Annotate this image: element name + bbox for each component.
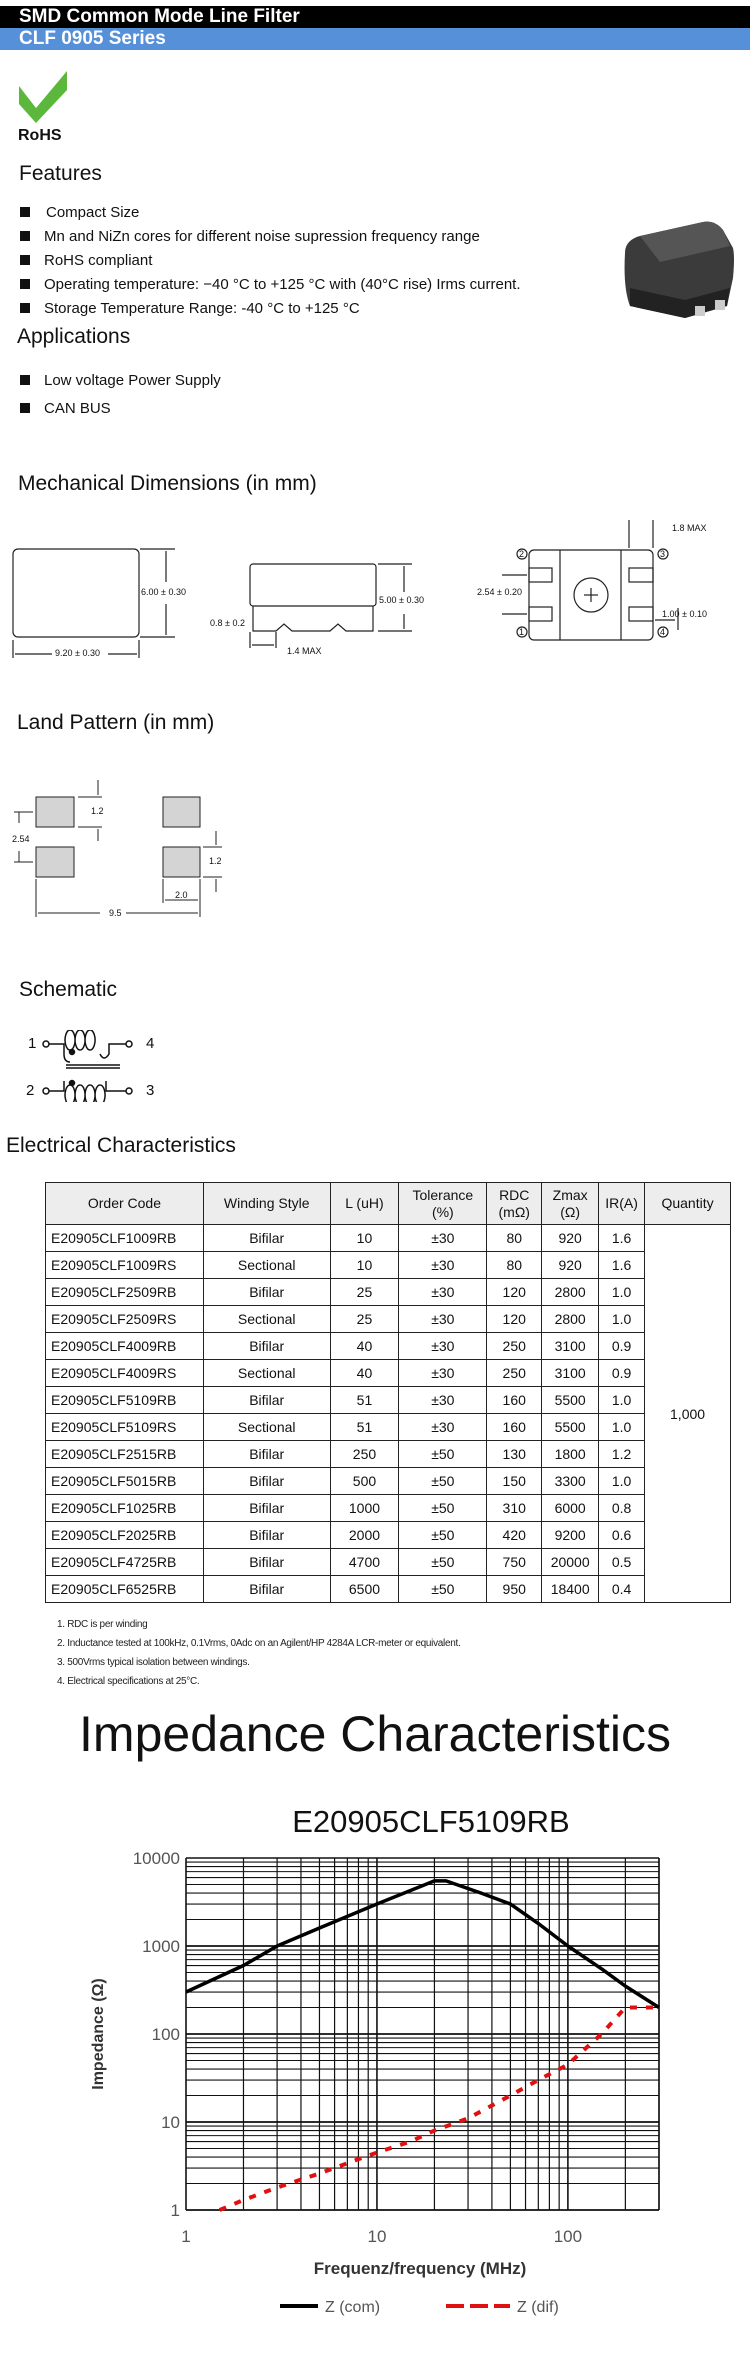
table-cell: ±30 bbox=[399, 1387, 487, 1414]
table-cell: 20000 bbox=[542, 1549, 599, 1576]
y-tick-label: 1 bbox=[170, 2201, 180, 2220]
table-cell: ±50 bbox=[399, 1576, 487, 1603]
table-cell: E20905CLF5109RS bbox=[46, 1414, 204, 1441]
table-row bbox=[46, 1576, 731, 1603]
pin-4: 4 bbox=[146, 1035, 155, 1052]
series-z-com bbox=[186, 1881, 659, 2008]
table-cell: E20905CLF4009RB bbox=[46, 1333, 204, 1360]
quantity-cell: 1,000 bbox=[645, 1225, 731, 1603]
pin-2: 2 bbox=[26, 1082, 35, 1099]
table-cell: E20905CLF2509RS bbox=[46, 1306, 204, 1333]
table-cell: 80 bbox=[487, 1225, 542, 1252]
table-cell: 1800 bbox=[542, 1441, 599, 1468]
table-cell: 18400 bbox=[542, 1576, 599, 1603]
table-cell: 6500 bbox=[330, 1576, 399, 1603]
applications-heading: Applications bbox=[17, 325, 131, 348]
note: 2. Inductance tested at 100kHz, 0.1Vrms, 0Adc on an Agilent/HP 4284A LCR-meter or equivalent. bbox=[57, 1638, 461, 1649]
table-cell: 310 bbox=[487, 1495, 542, 1522]
schematic-heading: Schematic bbox=[19, 978, 118, 1001]
table-cell: 160 bbox=[487, 1414, 542, 1441]
table-cell: ±30 bbox=[399, 1225, 487, 1252]
bullet-icon bbox=[20, 279, 30, 289]
table-cell: 5500 bbox=[542, 1414, 599, 1441]
land-dim: 1.2 bbox=[91, 806, 104, 816]
table-cell: ±30 bbox=[399, 1333, 487, 1360]
table-cell: Bifilar bbox=[203, 1387, 330, 1414]
chart-title: E20905CLF5109RB bbox=[292, 1804, 570, 1839]
table-cell: E20905CLF4725RB bbox=[46, 1549, 204, 1576]
table-cell: 250 bbox=[487, 1333, 542, 1360]
table-cell: 40 bbox=[330, 1333, 399, 1360]
legend-label-com: Z (com) bbox=[325, 2299, 381, 2316]
table-row bbox=[46, 1522, 731, 1549]
y-tick-label: 100 bbox=[151, 2025, 180, 2044]
table-cell: 1000 bbox=[330, 1495, 399, 1522]
bullet-icon bbox=[20, 403, 30, 413]
table-cell: 5500 bbox=[542, 1387, 599, 1414]
electrical-table bbox=[45, 1182, 731, 1603]
col-header: IR(A) bbox=[599, 1183, 645, 1225]
table-cell: 25 bbox=[330, 1306, 399, 1333]
table-cell: 1.0 bbox=[599, 1279, 645, 1306]
x-axis-label: Frequenz/frequency (MHz) bbox=[313, 2259, 527, 2278]
table-header bbox=[46, 1183, 731, 1225]
schematic-drawing bbox=[40, 1030, 160, 1102]
table-cell: 0.4 bbox=[599, 1576, 645, 1603]
dim-width: 9.20 ± 0.30 bbox=[55, 648, 100, 658]
table-row bbox=[46, 1495, 731, 1522]
table-cell: Sectional bbox=[203, 1360, 330, 1387]
rohs-check-icon bbox=[18, 68, 70, 124]
list-item bbox=[20, 394, 221, 422]
table-row bbox=[46, 1549, 731, 1576]
col-header: Winding Style bbox=[203, 1183, 330, 1225]
table-row bbox=[46, 1441, 731, 1468]
x-tick-label: 10 bbox=[367, 2227, 387, 2246]
table-row bbox=[46, 1387, 731, 1414]
table-cell: 2800 bbox=[542, 1306, 599, 1333]
table-row bbox=[46, 1360, 731, 1387]
notes bbox=[57, 1619, 460, 1695]
table-cell: E20905CLF1009RS bbox=[46, 1252, 204, 1279]
table-cell: 3100 bbox=[542, 1333, 599, 1360]
table-cell: E20905CLF1025RB bbox=[46, 1495, 204, 1522]
table-cell: E20905CLF5015RB bbox=[46, 1468, 204, 1495]
table-cell: 750 bbox=[487, 1549, 542, 1576]
y-tick-label: 1000 bbox=[142, 1937, 180, 1956]
table-row bbox=[46, 1333, 731, 1360]
table-cell: Bifilar bbox=[203, 1549, 330, 1576]
dim-max: 1.8 MAX bbox=[672, 523, 707, 533]
table-cell: E20905CLF4009RS bbox=[46, 1360, 204, 1387]
table-cell: ±50 bbox=[399, 1441, 487, 1468]
table-cell: Bifilar bbox=[203, 1522, 330, 1549]
table-cell: Bifilar bbox=[203, 1441, 330, 1468]
table-cell: Bifilar bbox=[203, 1576, 330, 1603]
table-cell: 80 bbox=[487, 1252, 542, 1279]
dim-pitch: 2.54 ± 0.20 bbox=[477, 587, 522, 597]
list-item bbox=[20, 200, 521, 224]
land-dim: 2.54 bbox=[12, 834, 30, 844]
electrical-heading: Electrical Characteristics bbox=[6, 1134, 236, 1157]
feature-text: Operating temperature: −40 °C to +125 °C with (40°C rise) Irms current. bbox=[44, 275, 521, 293]
list-item bbox=[20, 272, 521, 296]
pin-label: 1 bbox=[519, 627, 525, 637]
note: 4. Electrical specifications at 25°C. bbox=[57, 1676, 200, 1687]
impedance-heading: Impedance Characteristics bbox=[79, 1706, 671, 1762]
table-cell: 950 bbox=[487, 1576, 542, 1603]
table-cell: 1.6 bbox=[599, 1225, 645, 1252]
table-cell: 160 bbox=[487, 1387, 542, 1414]
pin-3: 3 bbox=[146, 1082, 155, 1099]
y-tick-label: 10 bbox=[161, 2113, 180, 2132]
col-header: L (uH) bbox=[330, 1183, 399, 1225]
applications-list bbox=[20, 366, 221, 422]
series-title: CLF 0905 Series bbox=[0, 28, 750, 50]
header-title: SMD Common Mode Line Filter bbox=[0, 6, 750, 28]
table-cell: 120 bbox=[487, 1306, 542, 1333]
bullet-icon bbox=[20, 375, 30, 385]
table-cell: 9200 bbox=[542, 1522, 599, 1549]
table-row bbox=[46, 1252, 731, 1279]
table-cell: 3300 bbox=[542, 1468, 599, 1495]
table-row bbox=[46, 1414, 731, 1441]
dim-standoff: 0.8 ± 0.2 bbox=[210, 618, 245, 628]
table-cell: ±50 bbox=[399, 1522, 487, 1549]
table-row bbox=[46, 1225, 731, 1252]
application-text: Low voltage Power Supply bbox=[44, 371, 221, 389]
table-cell: 500 bbox=[330, 1468, 399, 1495]
table-cell: 420 bbox=[487, 1522, 542, 1549]
features-heading: Features bbox=[19, 162, 102, 185]
land-dim: 2.0 bbox=[175, 890, 188, 900]
table-cell: 25 bbox=[330, 1279, 399, 1306]
table-cell: ±50 bbox=[399, 1495, 487, 1522]
table-cell: Bifilar bbox=[203, 1225, 330, 1252]
land-heading: Land Pattern (in mm) bbox=[17, 711, 215, 734]
legend-label-dif: Z (dif) bbox=[517, 2299, 559, 2316]
table-cell: 51 bbox=[330, 1387, 399, 1414]
table-cell: 0.9 bbox=[599, 1360, 645, 1387]
table-cell: ±30 bbox=[399, 1414, 487, 1441]
y-axis-label: Impedance (Ω) bbox=[90, 1978, 107, 2090]
table-cell: 2800 bbox=[542, 1279, 599, 1306]
land-dim: 9.5 bbox=[109, 908, 122, 918]
rohs-label: RoHS bbox=[18, 127, 62, 144]
table-cell: 1.0 bbox=[599, 1468, 645, 1495]
col-header: Tolerance (%) bbox=[399, 1183, 487, 1225]
dim-term: 1.4 MAX bbox=[287, 646, 322, 656]
impedance-chart bbox=[0, 1790, 750, 2362]
rohs-logo bbox=[18, 68, 70, 145]
table-cell: 920 bbox=[542, 1252, 599, 1279]
table-cell: 0.8 bbox=[599, 1495, 645, 1522]
table-cell: Sectional bbox=[203, 1252, 330, 1279]
table-cell: 10 bbox=[330, 1225, 399, 1252]
list-item bbox=[20, 224, 521, 248]
table-cell: 0.6 bbox=[599, 1522, 645, 1549]
table-cell: 4700 bbox=[330, 1549, 399, 1576]
feature-text: RoHS compliant bbox=[44, 251, 153, 269]
dim-thickness: 5.00 ± 0.30 bbox=[379, 595, 424, 605]
table-cell: 0.9 bbox=[599, 1333, 645, 1360]
product-image bbox=[615, 218, 740, 326]
table-row bbox=[46, 1306, 731, 1333]
table-cell: E20905CLF2515RB bbox=[46, 1441, 204, 1468]
table-cell: Bifilar bbox=[203, 1279, 330, 1306]
table-cell: Sectional bbox=[203, 1414, 330, 1441]
table-cell: E20905CLF6525RB bbox=[46, 1576, 204, 1603]
table-cell: Sectional bbox=[203, 1306, 330, 1333]
table-cell: E20905CLF5109RB bbox=[46, 1387, 204, 1414]
mechanical-drawing bbox=[0, 520, 750, 670]
table-cell: E20905CLF2509RB bbox=[46, 1279, 204, 1306]
table-row bbox=[46, 1279, 731, 1306]
table-cell: 51 bbox=[330, 1414, 399, 1441]
table-cell: Bifilar bbox=[203, 1468, 330, 1495]
table-cell: 120 bbox=[487, 1279, 542, 1306]
list-item bbox=[20, 296, 521, 320]
table-cell: 3100 bbox=[542, 1360, 599, 1387]
y-tick-label: 10000 bbox=[132, 1849, 180, 1868]
pin-label: 3 bbox=[660, 549, 666, 559]
table-cell: ±30 bbox=[399, 1252, 487, 1279]
table-cell: ±50 bbox=[399, 1549, 487, 1576]
pin-1: 1 bbox=[28, 1035, 37, 1052]
table-cell: 40 bbox=[330, 1360, 399, 1387]
feature-text: Storage Temperature Range: -40 °C to +125 °C bbox=[44, 299, 360, 317]
table-cell: 250 bbox=[330, 1441, 399, 1468]
table-cell: E20905CLF1009RB bbox=[46, 1225, 204, 1252]
table-cell: 130 bbox=[487, 1441, 542, 1468]
table-cell: ±30 bbox=[399, 1279, 487, 1306]
feature-text: Mn and NiZn cores for different noise supression frequency range bbox=[44, 227, 480, 245]
application-text: CAN BUS bbox=[44, 399, 111, 417]
table-cell: 0.5 bbox=[599, 1549, 645, 1576]
table-cell: 920 bbox=[542, 1225, 599, 1252]
bullet-icon bbox=[20, 231, 30, 241]
table-cell: ±50 bbox=[399, 1468, 487, 1495]
land-pattern-drawing bbox=[0, 775, 240, 925]
dim-pad: 1.00 ± 0.10 bbox=[662, 609, 707, 619]
table-cell: 1.0 bbox=[599, 1306, 645, 1333]
x-tick-label: 100 bbox=[553, 2227, 583, 2246]
feature-text: Compact Size bbox=[46, 203, 140, 221]
list-item bbox=[20, 248, 521, 272]
col-header: Quantity bbox=[645, 1183, 731, 1225]
col-header: Zmax (Ω) bbox=[542, 1183, 599, 1225]
x-tick-label: 1 bbox=[181, 2227, 191, 2246]
table-cell: 1.6 bbox=[599, 1252, 645, 1279]
note: 3. 500Vrms typical isolation between windings. bbox=[57, 1657, 250, 1668]
pin-label: 4 bbox=[660, 627, 666, 637]
bullet-icon bbox=[20, 255, 30, 265]
pin-label: 2 bbox=[519, 549, 525, 559]
table-cell: 1.0 bbox=[599, 1387, 645, 1414]
table-cell: 10 bbox=[330, 1252, 399, 1279]
col-header: Order Code bbox=[46, 1183, 204, 1225]
table-cell: ±30 bbox=[399, 1306, 487, 1333]
table-cell: 150 bbox=[487, 1468, 542, 1495]
dim-height: 6.00 ± 0.30 bbox=[141, 587, 186, 597]
list-item bbox=[20, 366, 221, 394]
col-header: RDC (mΩ) bbox=[487, 1183, 542, 1225]
table-cell: Bifilar bbox=[203, 1495, 330, 1522]
bullet-icon bbox=[20, 303, 30, 313]
land-dim: 1.2 bbox=[209, 856, 222, 866]
table-cell: E20905CLF2025RB bbox=[46, 1522, 204, 1549]
note: 1. RDC is per winding bbox=[57, 1619, 148, 1630]
table-cell: Bifilar bbox=[203, 1333, 330, 1360]
table-cell: ±30 bbox=[399, 1360, 487, 1387]
table-cell: 6000 bbox=[542, 1495, 599, 1522]
table-cell: 250 bbox=[487, 1360, 542, 1387]
table-cell: 1.2 bbox=[599, 1441, 645, 1468]
table-cell: 1.0 bbox=[599, 1414, 645, 1441]
table-cell: 2000 bbox=[330, 1522, 399, 1549]
mechanical-heading: Mechanical Dimensions (in mm) bbox=[18, 472, 317, 495]
bullet-icon bbox=[20, 207, 30, 217]
table-row bbox=[46, 1468, 731, 1495]
features-list bbox=[20, 200, 521, 320]
